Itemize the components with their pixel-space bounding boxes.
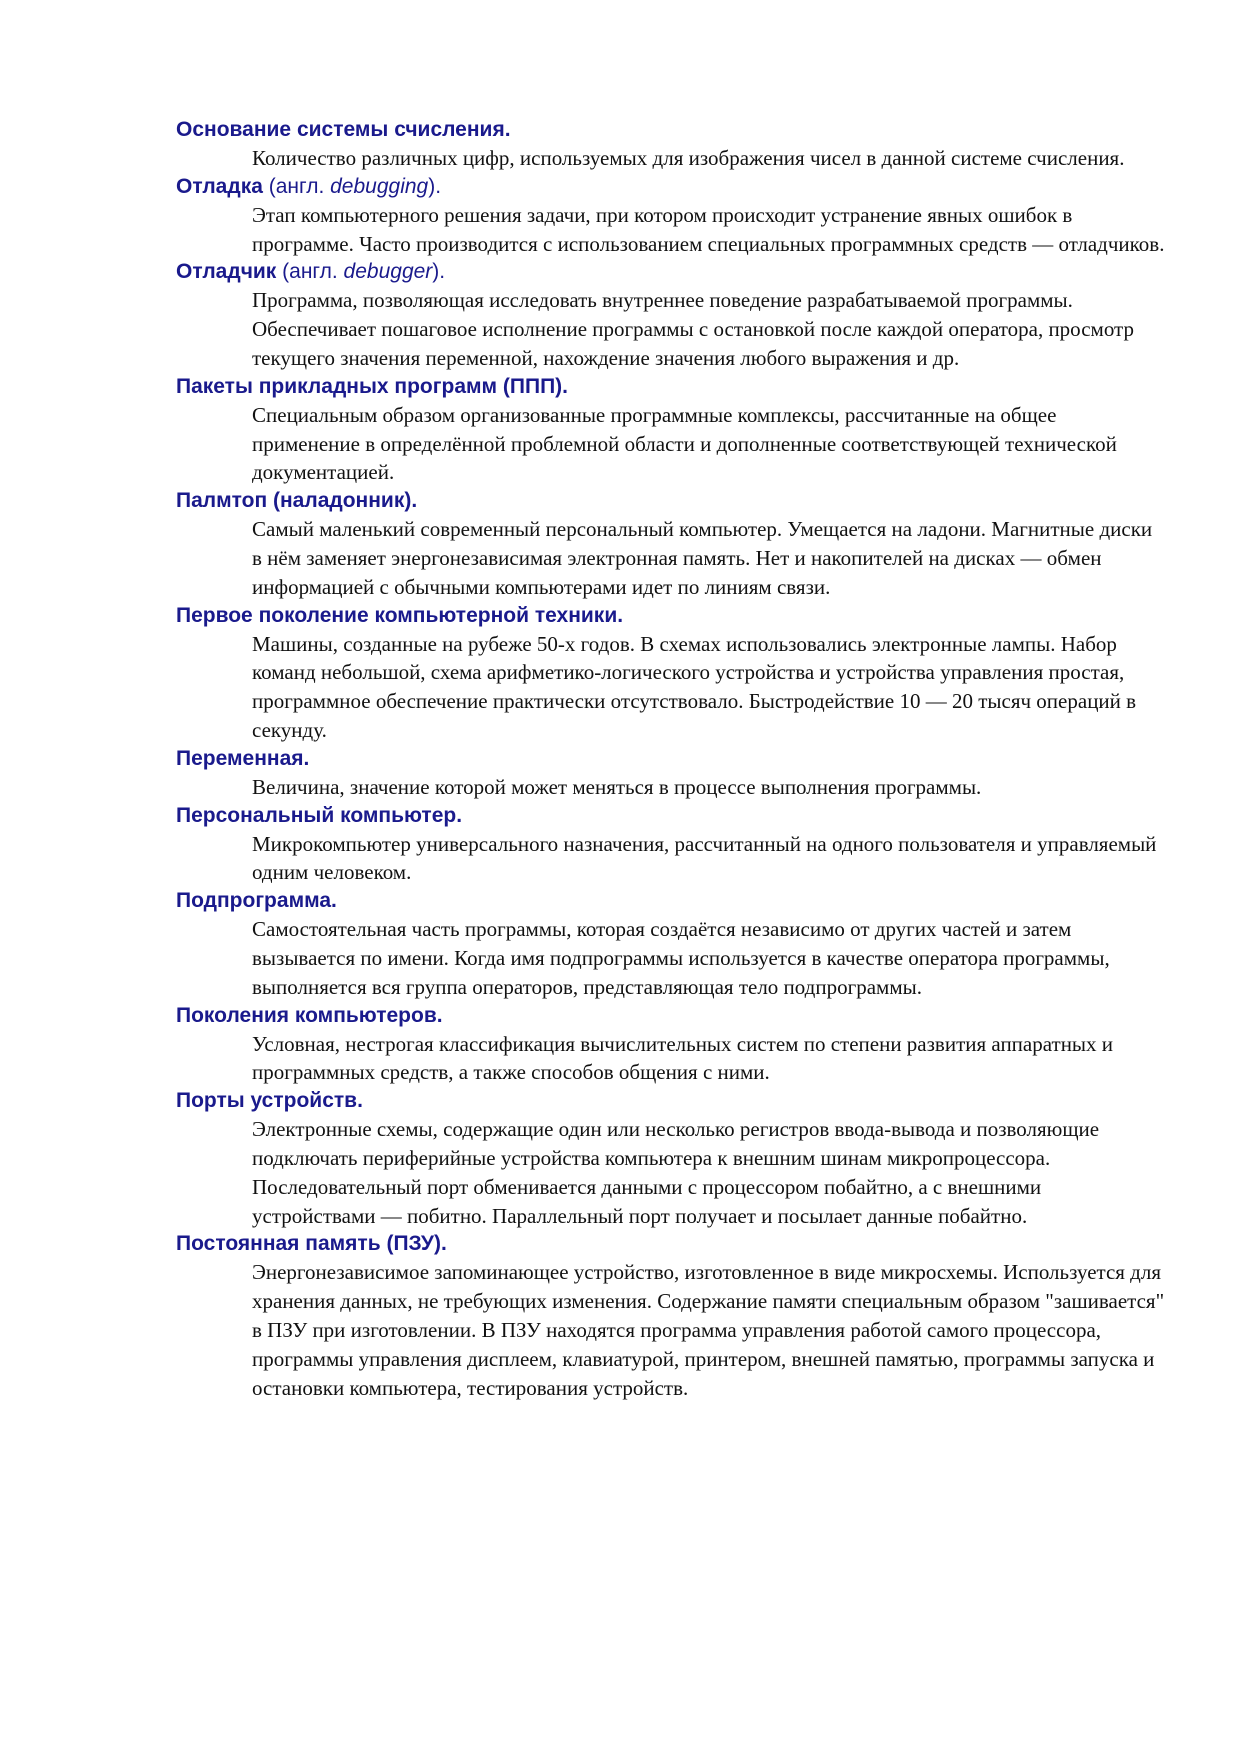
gloss-open: (англ. [262,174,331,198]
glossary-entry [176,887,1176,1001]
glossary-term [176,487,1176,515]
glossary-definition: Машины, созданные на рубеже 50-х годов. В схемах использовались электронные лампы. Набор команд небольшой, схема арифметико-логического устройства и устройства управления простая, программное обеспечение практически отсутствовало. Быстродействие 10 — 20 тысяч операций в секунду. [252,631,1137,742]
term-text: Первое поколение компьютерной техники. [176,603,624,627]
glossary-term [176,602,1176,630]
glossary-list [176,116,1176,1402]
glossary-entry [176,602,1176,745]
gloss-close: ). [428,174,442,198]
term-text: Отладчик [176,260,277,284]
term-text: Основание системы счисления. [176,118,511,141]
glossary-definition: Программа, позволяющая исследовать внутреннее поведение разрабатываемой программы. Обеспечивает пошаговое исполнение программы с остановкой после каждой оператора, просмотр текущего значения переменной, нахождение значения любого выражения и др. [252,288,1134,370]
gloss-open: (англ. [276,260,344,284]
glossary-entry [176,1087,1176,1230]
glossary-term [176,887,1176,915]
term-english-gloss [263,175,441,198]
glossary-term [176,1087,1176,1115]
glossary-definition: Самый маленький современный персональный компьютер. Умещается на ладони. Магнитные диски в нём заменяет энергонезависимая электронная память. Нет и накопителей на дисках — обмен информацией с обычными компьютерами идет по линиям связи. [252,517,1153,599]
glossary-term [176,258,1176,286]
glossary-term [176,1230,1176,1258]
english-word: debugging [330,174,429,198]
glossary-entry [176,745,1176,802]
glossary-definition: Этап компьютерного решения задачи, при котором происходит устранение явных ошибок в программе. Часто производится с использованием специальных программных средств — отладчиков. [252,202,1165,256]
glossary-term [176,1002,1176,1030]
term-text: Поколения компьютеров. [176,1003,443,1027]
glossary-entry [176,487,1176,601]
glossary-definition: Количество различных цифр, используемых для изображения чисел в данной системе счисления. [252,146,1125,170]
glossary-term [176,802,1176,830]
glossary-definition: Энергонезависимое запоминающее устройство, изготовленное в виде микросхемы. Используется для хранения данных, не требующих изменения. Содержание памяти специальным образом "зашивается" в ПЗУ при изготовлении. В ПЗУ находятся программа управления работой самого процессора, программы управления дисплеем, клавиатурой, принтером, внешней памятью, программы запуска и остановки компьютера, тестирования устройств. [252,1260,1165,1400]
glossary-definition: Электронные схемы, содержащие один или несколько регистров ввода-вывода и позволяющие подключать периферийные устройства компьютера к внешним шинам микропроцессора. Последовательный порт обменивается данными с процессором побайтно, а с внешними устройствами — побитно. Параллельный порт получает и посылает данные побайтно. [252,1117,1100,1228]
term-text: Подпрограмма. [176,889,337,913]
glossary-entry [176,802,1176,888]
glossary-definition: Условная, нестрогая классификация вычислительных систем по степени развития аппаратных и программных средств, а также способов общения с ними. [252,1031,1114,1085]
glossary-term [176,373,1176,401]
glossary-definition: Самостоятельная часть программы, которая создаётся независимо от других частей и затем вызывается по имени. Когда имя подпрограммы используется в качестве оператора программы, выполняется вся группа операторов, представляющая тело подпрограммы. [252,917,1110,999]
term-text: Отладка [176,174,263,198]
term-text: Постоянная память (ПЗУ). [176,1232,447,1256]
term-text: Переменная. [176,746,310,770]
term-text: Пакеты прикладных программ (ППП). [176,374,569,398]
glossary-entry [176,258,1176,372]
glossary-entry [176,1002,1176,1088]
glossary-entry [176,116,1176,173]
glossary-term [176,116,1176,144]
term-text: Персональный компьютер. [176,803,463,827]
glossary-entry [176,373,1176,487]
glossary-entry [176,173,1176,259]
glossary-definition: Микрокомпьютер универсального назначения, рассчитанный на одного пользователя и управляемый одним человеком. [252,831,1157,885]
gloss-close: ). [432,260,446,284]
term-text: Порты устройств. [176,1089,363,1113]
glossary-term [176,745,1176,773]
glossary-term [176,173,1176,201]
term-text: Палмтоп (наладонник). [176,489,418,513]
glossary-entry [176,1230,1176,1402]
glossary-definition: Специальным образом организованные программные комплексы, рассчитанные на общее применение в определённой проблемной области и дополненные соответствующей технической документацией. [252,402,1117,485]
term-english-gloss [276,260,445,283]
glossary-definition: Величина, значение которой может меняться в процессе выполнения программы. [252,774,982,799]
english-word: debugger [343,260,433,284]
